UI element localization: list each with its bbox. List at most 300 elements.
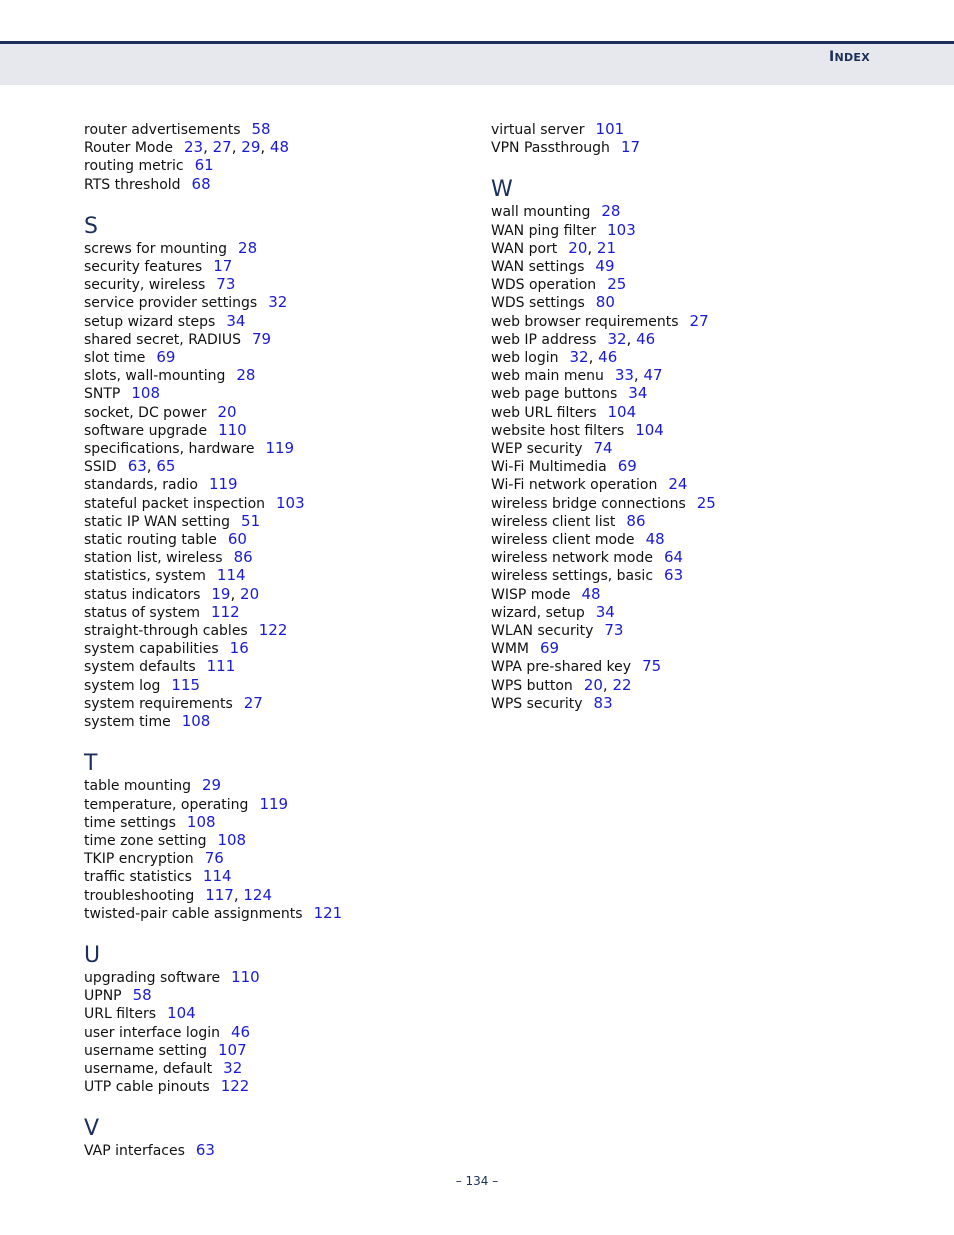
index-entry <box>84 495 464 513</box>
page-link[interactable]: 68 <box>191 174 211 193</box>
page-refs <box>167 1004 196 1022</box>
index-term: UPNP <box>84 988 122 1005</box>
section-letter: W <box>491 177 513 203</box>
page-link[interactable]: 111 <box>206 657 236 676</box>
page-refs <box>628 384 647 402</box>
page-link[interactable]: 22 <box>612 675 632 694</box>
index-entry <box>84 331 464 349</box>
index-entry <box>84 586 464 604</box>
index-term: shared secret, RADIUS <box>84 331 241 348</box>
page-refs <box>241 512 260 530</box>
page-refs <box>259 621 288 639</box>
page-link[interactable]: 29 <box>241 138 261 157</box>
page-refs <box>131 384 160 402</box>
page-link[interactable]: 104 <box>635 420 664 439</box>
page-link[interactable]: 21 <box>596 238 617 257</box>
page-refs <box>182 712 211 730</box>
page-refs <box>601 202 620 220</box>
index-entry <box>84 1005 464 1023</box>
page-refs <box>697 494 716 512</box>
page-refs <box>252 330 271 348</box>
index-term: username setting <box>84 1042 207 1059</box>
page-link[interactable]: 86 <box>626 511 646 530</box>
page-link[interactable]: 74 <box>593 439 613 458</box>
index-term: website host filters <box>491 422 625 439</box>
index-entry <box>491 240 871 258</box>
page-refs: 20, 21 <box>568 238 617 257</box>
index-entry <box>84 1142 464 1160</box>
page-refs <box>238 239 257 257</box>
page-refs <box>664 566 683 584</box>
page-link[interactable]: 64 <box>663 548 684 567</box>
index-entry <box>491 658 871 676</box>
index-term: RTS threshold <box>84 176 181 193</box>
index-entry <box>491 458 871 476</box>
page-link[interactable]: 51 <box>241 511 261 530</box>
page-refs <box>607 275 626 293</box>
index-entry <box>491 476 871 494</box>
index-term: web IP address <box>491 331 597 348</box>
page-refs <box>593 439 612 457</box>
section-letter: S <box>84 213 98 239</box>
index-entry <box>84 814 464 832</box>
index-entry <box>491 422 871 440</box>
index-entry <box>491 313 871 331</box>
page-link[interactable]: 79 <box>251 329 272 348</box>
page-link[interactable]: 117 <box>205 885 234 904</box>
page-link[interactable]: 60 <box>227 530 247 549</box>
page-refs: 33, 47 <box>614 366 663 385</box>
index-term: station list, wireless <box>84 550 223 567</box>
page-link[interactable]: 25 <box>607 275 627 294</box>
page-link[interactable]: 25 <box>696 493 716 512</box>
index-term: upgrading software <box>84 969 221 986</box>
page-link[interactable]: 103 <box>276 493 305 512</box>
index-entry <box>491 567 871 585</box>
index-term: status indicators <box>84 586 201 603</box>
page-link[interactable]: 20 <box>568 238 588 257</box>
page-link[interactable]: 48 <box>581 584 601 603</box>
page-link[interactable]: 110 <box>218 420 247 439</box>
page-link[interactable]: 110 <box>231 967 260 986</box>
page-link[interactable]: 69 <box>617 457 637 476</box>
index-section-u <box>84 941 464 1096</box>
page-link[interactable]: 33 <box>614 366 634 385</box>
page-link[interactable]: 17 <box>213 257 233 276</box>
page-refs <box>607 221 636 239</box>
page-link[interactable]: 29 <box>202 776 222 795</box>
page-refs <box>268 293 287 311</box>
page-number: – 134 – <box>455 1174 499 1188</box>
index-term: twisted-pair cable assignments <box>84 905 303 922</box>
index-term: WMM <box>491 641 530 658</box>
page-link[interactable]: 122 <box>220 1077 250 1096</box>
page-link[interactable]: 28 <box>236 366 256 385</box>
index-term: static routing table <box>84 532 217 549</box>
page-refs <box>596 120 625 138</box>
index-entry <box>491 531 871 549</box>
index-term: static IP WAN setting <box>84 513 231 530</box>
page-link[interactable]: 63 <box>195 1141 215 1160</box>
index-term: routing metric <box>84 158 184 175</box>
page-refs: 32, 46 <box>569 348 618 367</box>
page-refs <box>209 475 238 493</box>
index-entry <box>84 121 464 139</box>
page-link[interactable]: 121 <box>313 903 343 922</box>
page-link[interactable]: 112 <box>211 602 240 621</box>
index-entry <box>491 294 871 312</box>
index-entry <box>491 695 871 713</box>
page-link[interactable]: 48 <box>269 138 290 157</box>
index-term: system requirements <box>84 695 233 712</box>
index-term: WDS operation <box>491 277 597 294</box>
page-link[interactable]: 73 <box>604 621 624 640</box>
section-letter: V <box>84 1116 100 1142</box>
index-entry <box>491 513 871 531</box>
index-entry <box>491 367 871 385</box>
page-link[interactable]: 122 <box>258 621 288 640</box>
index-term: table mounting <box>84 778 191 795</box>
page-refs <box>213 257 232 275</box>
index-entry <box>84 658 464 676</box>
page-refs <box>217 831 246 849</box>
index-term: security features <box>84 259 203 276</box>
page-refs <box>226 312 245 330</box>
page-link[interactable]: 47 <box>643 366 663 385</box>
index-entry <box>491 276 871 294</box>
index-entry <box>491 331 871 349</box>
page-refs <box>231 1023 250 1041</box>
index-term: service provider settings <box>84 295 258 312</box>
page-link[interactable]: 27 <box>689 311 709 330</box>
page-link[interactable]: 34 <box>595 602 615 621</box>
page-link[interactable]: 34 <box>226 311 246 330</box>
index-entry <box>84 832 464 850</box>
index-term: traffic statistics <box>84 869 192 886</box>
page-link[interactable]: 46 <box>636 329 656 348</box>
page-refs: 117, 124 <box>205 885 273 904</box>
page-refs <box>595 257 614 275</box>
page-refs: 20, 22 <box>583 675 632 694</box>
page-link[interactable]: 107 <box>217 1040 247 1059</box>
page-refs <box>236 366 255 384</box>
index-entry <box>84 276 464 294</box>
page-refs <box>234 548 253 566</box>
page-refs <box>228 530 247 548</box>
page-link[interactable]: 23 <box>184 138 204 157</box>
index-entry <box>491 440 871 458</box>
page-refs <box>252 120 271 138</box>
page-refs <box>171 676 200 694</box>
index-term: router advertisements <box>84 122 241 138</box>
page-link[interactable]: 48 <box>645 530 665 549</box>
index-entry <box>84 640 464 658</box>
page-link[interactable]: 114 <box>216 566 246 585</box>
page-link[interactable]: 58 <box>251 120 271 138</box>
page-refs <box>205 849 224 867</box>
page-link[interactable]: 27 <box>212 138 232 157</box>
page-refs <box>202 776 221 794</box>
page-link[interactable]: 32 <box>223 1058 243 1077</box>
index-term: Wi-Fi Multimedia <box>491 459 607 476</box>
index-term: username, default <box>84 1060 213 1077</box>
index-section-t <box>84 749 464 923</box>
index-entry <box>84 549 464 567</box>
index-term: virtual server <box>491 122 585 138</box>
page-refs <box>540 639 559 657</box>
page-link[interactable]: 108 <box>186 812 216 831</box>
page-link[interactable]: 124 <box>243 885 273 904</box>
page-link[interactable]: 86 <box>233 548 253 567</box>
index-entry <box>84 294 464 312</box>
index-entry <box>84 695 464 713</box>
index-term: wizard, setup <box>491 604 585 621</box>
index-entry <box>84 476 464 494</box>
index-entry <box>84 349 464 367</box>
index-entry <box>491 404 871 422</box>
page-refs <box>668 475 687 493</box>
index-entry <box>84 157 464 175</box>
index-term: WAN settings <box>491 259 585 276</box>
page-link[interactable]: 34 <box>628 384 648 403</box>
index-entry <box>491 604 871 622</box>
index-column-right <box>491 121 871 713</box>
page-refs <box>581 585 600 603</box>
index-term: URL filters <box>84 1006 157 1023</box>
index-entry <box>84 513 464 531</box>
page-link[interactable]: 104 <box>607 402 637 421</box>
index-term: specifications, hardware <box>84 441 255 458</box>
page-link[interactable]: 69 <box>156 348 176 367</box>
page-link[interactable]: 28 <box>238 238 258 257</box>
page-refs <box>642 657 661 675</box>
index-entry <box>491 622 871 640</box>
index-entry <box>84 458 464 476</box>
page-link[interactable]: 108 <box>217 830 247 849</box>
section-letter: U <box>84 942 101 968</box>
index-entry <box>491 640 871 658</box>
index-section-v <box>84 1114 464 1160</box>
index-term: system time <box>84 714 171 731</box>
index-term: WPS button <box>491 677 573 694</box>
index-term: temperature, operating <box>84 796 249 813</box>
page-link[interactable]: 80 <box>595 293 615 312</box>
index-term: system capabilities <box>84 641 219 658</box>
index-term: Router Mode <box>84 140 173 157</box>
index-term: status of system <box>84 604 201 621</box>
index-term: wireless client list <box>491 513 616 530</box>
index-term: wireless settings, basic <box>491 568 654 585</box>
index-term: web login <box>491 350 559 367</box>
index-term: straight-through cables <box>84 623 248 640</box>
index-term: wall mounting <box>491 204 591 221</box>
index-entry <box>84 313 464 331</box>
page-refs <box>259 795 288 813</box>
index-entry <box>84 567 464 585</box>
page-link[interactable]: 19 <box>211 584 231 603</box>
page-link[interactable]: 115 <box>171 675 201 694</box>
index-entry <box>84 531 464 549</box>
page-refs <box>626 512 645 530</box>
index-term: user interface login <box>84 1024 220 1041</box>
index-entry <box>84 176 464 194</box>
page-link[interactable]: 28 <box>601 202 621 221</box>
page-refs <box>596 293 615 311</box>
index-section-w <box>491 175 871 713</box>
index-term: software upgrade <box>84 422 208 439</box>
page-link[interactable]: 16 <box>229 639 249 658</box>
page-link[interactable]: 63 <box>664 566 684 585</box>
page-link[interactable]: 103 <box>607 220 636 239</box>
index-term: system defaults <box>84 659 196 676</box>
page-refs <box>207 657 236 675</box>
page-refs <box>211 603 240 621</box>
index-term: WAN ping filter <box>491 222 597 239</box>
index-entry <box>84 422 464 440</box>
index-entry <box>491 586 871 604</box>
index-entry <box>84 987 464 1005</box>
index-term: socket, DC power <box>84 404 207 421</box>
index-term: system log <box>84 677 161 694</box>
page-refs <box>276 494 305 512</box>
page-link[interactable]: 114 <box>202 867 232 886</box>
index-term: WAN port <box>491 240 558 257</box>
index-term: standards, radio <box>84 477 198 494</box>
page-link[interactable]: 32 <box>607 329 627 348</box>
page-link[interactable]: 20 <box>240 584 260 603</box>
index-term: WPS security <box>491 695 583 712</box>
page-refs <box>646 530 665 548</box>
index-entry <box>491 222 871 240</box>
index-term: Wi-Fi network operation <box>491 477 658 494</box>
page-refs <box>594 694 613 712</box>
index-entry <box>84 1060 464 1078</box>
page-link[interactable]: 17 <box>620 138 641 157</box>
page-refs <box>218 1041 247 1059</box>
page-link[interactable]: 119 <box>259 794 289 813</box>
page-refs <box>596 603 615 621</box>
index-term: screws for mounting <box>84 240 228 257</box>
index-term: troubleshooting <box>84 887 195 904</box>
index-entry <box>491 385 871 403</box>
page-refs <box>608 403 637 421</box>
index-entry <box>84 796 464 814</box>
index-entry <box>84 139 464 157</box>
index-term: TKIP encryption <box>84 851 194 868</box>
index-term: wireless network mode <box>491 550 653 567</box>
page-refs <box>690 312 709 330</box>
page-refs <box>217 403 236 421</box>
index-entry <box>84 240 464 258</box>
page-link[interactable]: 108 <box>131 384 160 403</box>
page-link[interactable]: 75 <box>642 657 662 676</box>
page-link[interactable]: 20 <box>217 402 237 421</box>
page-refs: 32, 46 <box>607 329 656 348</box>
index-term: WISP mode <box>491 586 571 603</box>
index-entry <box>491 677 871 695</box>
index-entry <box>84 969 464 987</box>
index-entry <box>491 349 871 367</box>
index-entry <box>84 677 464 695</box>
page-refs: 63, 65 <box>127 457 176 476</box>
page-link[interactable]: 61 <box>194 156 214 175</box>
page-link[interactable]: 20 <box>583 675 603 694</box>
page-refs: 23, 27, 29, 48 <box>184 138 290 157</box>
index-term: slot time <box>84 350 146 367</box>
index-entry <box>84 258 464 276</box>
page-link[interactable]: 69 <box>540 639 560 658</box>
header-title: INDEX <box>828 49 870 65</box>
page-refs <box>635 421 664 439</box>
index-term: time zone setting <box>84 832 207 849</box>
page-refs <box>217 566 246 584</box>
index-entry <box>84 1024 464 1042</box>
page-refs <box>196 1141 215 1159</box>
index-term: WPA pre-shared key <box>491 659 632 676</box>
index-term: VAP interfaces <box>84 1143 185 1160</box>
page-link[interactable]: 76 <box>204 849 224 868</box>
index-entry <box>491 121 871 139</box>
page-refs <box>203 867 232 885</box>
page-refs <box>314 904 343 922</box>
page-link[interactable]: 49 <box>595 257 615 276</box>
page-link[interactable]: 63 <box>127 457 147 476</box>
index-entry <box>84 1078 464 1096</box>
index-entry <box>84 440 464 458</box>
index-term: statistics, system <box>84 568 206 585</box>
index-entry <box>491 203 871 221</box>
index-term: web page buttons <box>491 386 618 403</box>
page-refs <box>230 639 249 657</box>
index-column-left <box>84 121 464 1161</box>
index-term: SNTP <box>84 386 121 403</box>
index-entry <box>491 549 871 567</box>
index-term: stateful packet inspection <box>84 495 266 512</box>
page-refs <box>221 1077 250 1095</box>
page-link[interactable]: 108 <box>181 712 211 731</box>
page-link[interactable]: 104 <box>167 1004 196 1023</box>
page-refs <box>192 175 211 193</box>
page-refs <box>216 275 235 293</box>
index-entry <box>84 868 464 886</box>
page-refs <box>156 348 175 366</box>
page-link[interactable]: 83 <box>593 693 613 712</box>
page-link[interactable]: 46 <box>230 1022 251 1041</box>
page-link[interactable]: 73 <box>216 275 236 294</box>
index-term: SSID <box>84 459 117 476</box>
index-entry <box>84 1042 464 1060</box>
page-link[interactable]: 119 <box>208 475 238 494</box>
page-link[interactable]: 32 <box>569 348 589 367</box>
index-term: setup wizard steps <box>84 313 216 330</box>
page-link[interactable]: 24 <box>668 475 688 494</box>
page-link[interactable]: 27 <box>243 693 263 712</box>
page-refs <box>223 1059 242 1077</box>
index-term: time settings <box>84 814 176 831</box>
index-term: security, wireless <box>84 277 206 294</box>
index-term: WEP security <box>491 441 583 458</box>
index-term: WDS settings <box>491 295 585 312</box>
page-link[interactable]: 119 <box>265 439 295 458</box>
page-link[interactable]: 46 <box>598 348 618 367</box>
index-term: WLAN security <box>491 623 594 640</box>
index-entry <box>491 258 871 276</box>
page-link[interactable]: 101 <box>595 120 625 138</box>
page-refs <box>604 621 623 639</box>
page-link[interactable]: 32 <box>268 293 288 312</box>
page-link[interactable]: 58 <box>132 986 152 1005</box>
page-link[interactable]: 65 <box>156 457 176 476</box>
